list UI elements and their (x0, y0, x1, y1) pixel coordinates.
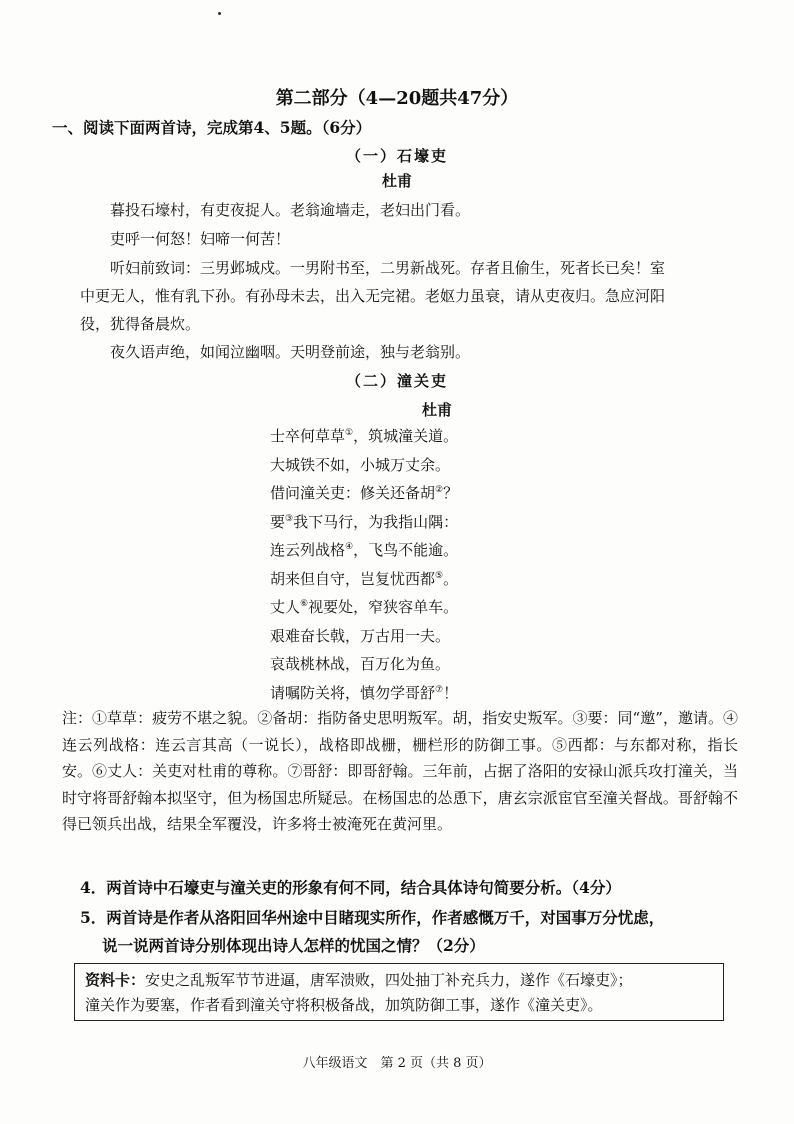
annotation-notes: 注：①草草：疲劳不堪之貌。②备胡：指防备史思明叛军。胡，指安史叛军。③要：同“邀”，邀请。④连云列战格：连云言其高（一说长），战格即战栅，栅栏形的防御工事。⑤西都：与东都对称，指长安。⑥丈人：关吏对杜甫的尊称。⑦哥舒：即哥舒翰。三年前，占据了洛阳的安禄山派兵攻打潼关，当时守将哥舒翰本拟坚守，但为杨国忠所疑忌。在杨国忠的怂恿下，唐玄宗派宦官至潼关督战。哥舒翰不得已领兵出战，结果全军覆没，许多将士被淹死在黄河里。 (62, 709, 738, 834)
poem2-line: 要③我下马行，为我指山隅： (270, 512, 459, 531)
footnote-mark: ⑦ (435, 684, 444, 695)
footnote-mark: ⑤ (435, 570, 444, 581)
footnote-mark: ③ (285, 513, 294, 524)
question-5: 5．两首诗是作者从洛阳回华州途中目睹现实所作，作者感慨万千，对国事万分忧虑， (80, 908, 665, 927)
info-card-label: 资料卡： (85, 971, 146, 989)
footnote-mark: ⑥ (300, 599, 309, 609)
poem2-line: 借问潼关吏：修关还备胡②？ (270, 484, 459, 502)
poem2-title: （二）潼关吏 (345, 372, 448, 390)
poem2-line: 士卒何草草①，筑城潼关道。 (270, 427, 459, 445)
poem2-author: 杜甫 (421, 401, 452, 419)
part-title: 第二部分（4—20题共47分） (275, 88, 519, 109)
poem1-line: 吏呼一何怒！妇啼一何苦！ (110, 230, 291, 248)
footnote-mark: ① (345, 428, 354, 438)
poem2-line: 请嘱防关将，慎勿学哥舒⑦！ (270, 683, 459, 702)
question-4: 4．两首诗中石壕吏与潼关吏的形象有何不同，结合具体诗句简要分析。（4分） (80, 878, 621, 897)
question-5-cont: 说一说两首诗分别体现出诗人怎样的忧国之情？（2分） (102, 936, 485, 955)
poem1-title: （一）石壕吏 (345, 147, 448, 165)
poem2-line: 连云列战格④，飞鸟不能逾。 (270, 541, 459, 559)
poem1-line: 暮投石壕村，有吏夜捉人。老翁逾墙走，老妇出门看。 (110, 201, 471, 219)
poem1-line: 中更无人，惟有乳下孙。有孙母未去，出入无完裙。老妪力虽衰，请从吏夜归。急应河阳 (80, 287, 666, 305)
poem2-line: 丈人⑥视要处，窄狭容单车。 (270, 598, 459, 616)
footnote-mark: ② (435, 485, 444, 495)
poem2-line: 胡来但自守，岂复忧西都⑤。 (270, 569, 459, 588)
info-card (74, 963, 724, 1021)
info-card-line: 潼关作为要塞，作者看到潼关守将积极备战，加筑防御工事，遂作《潼关吏》。 (85, 996, 603, 1014)
poem2-line: 哀哉桃林战，百万化为鱼。 (270, 655, 451, 673)
poem1-line: 夜久语声绝，如闻泣幽咽。天明登前途，独与老翁别。 (110, 343, 471, 361)
scan-dot (218, 12, 221, 15)
info-card-line: 资料卡：安史之乱叛军节节进逼，唐军溃败，四处抽丁补充兵力，遂作《石壕吏》； (85, 971, 633, 989)
poem1-author: 杜甫 (381, 172, 412, 190)
poem2-line: 艰难奋长戟，万古用一夫。 (270, 626, 451, 645)
page-footer: 八年级语文 第 2 页（共 8 页） (302, 1056, 492, 1071)
poem1-line: 役，犹得备晨炊。 (80, 315, 201, 333)
poem2-line: 大城铁不如，小城万丈余。 (270, 455, 451, 474)
section-heading: 一、阅读下面两首诗，完成第4、5题。（6分） (52, 118, 372, 137)
footnote-mark: ④ (345, 542, 354, 552)
poem1-line: 听妇前致词：三男邺城戍。一男附书至，二男新战死。存者且偷生，死者长已矣！室 (110, 259, 666, 277)
